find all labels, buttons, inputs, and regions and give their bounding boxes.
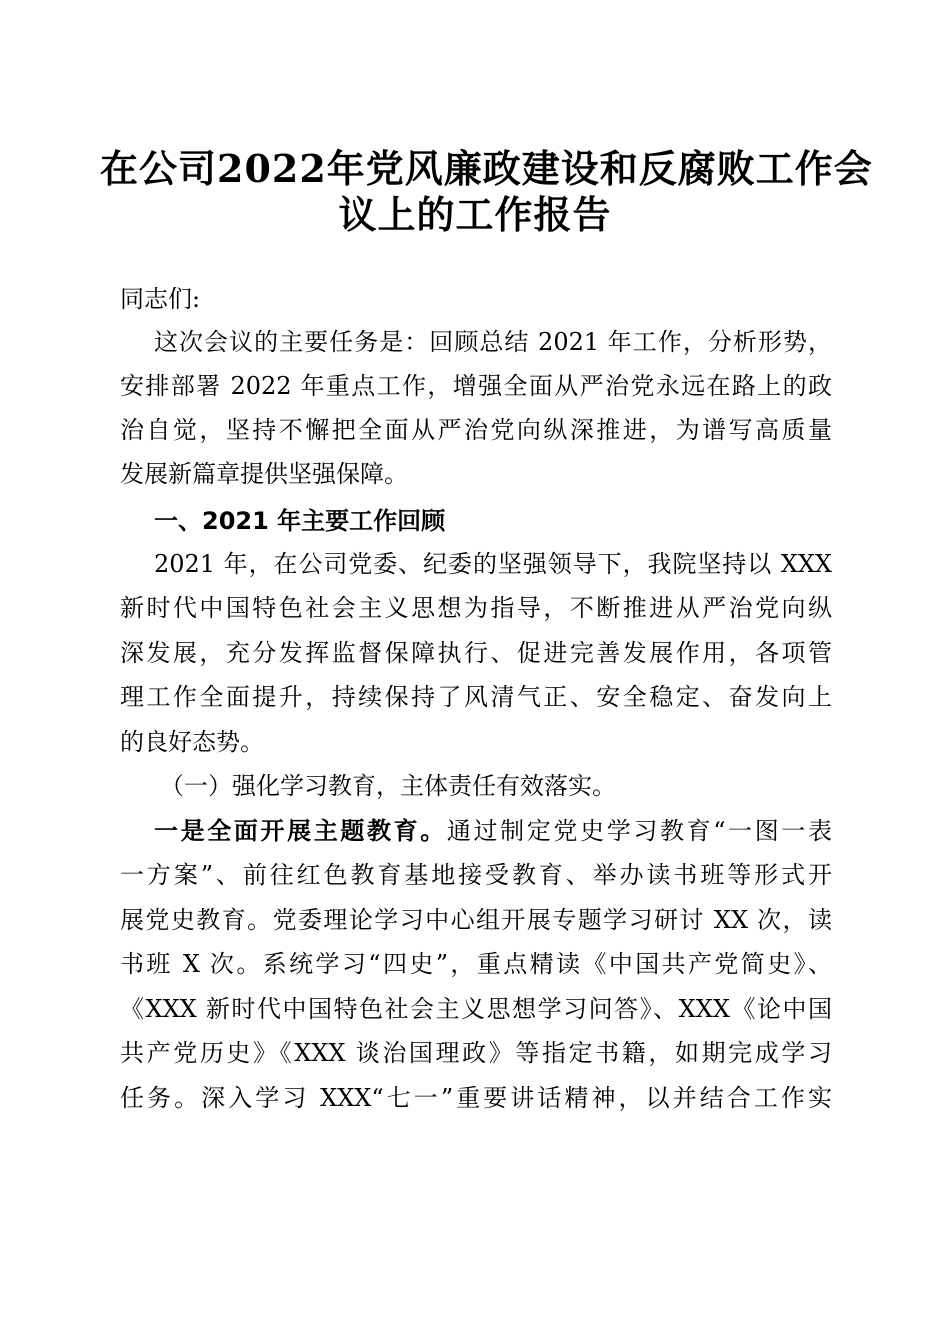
item1-line-2: 一方案”、前往红色教育基地接受教育、举办读书班等形式开: [120, 861, 832, 889]
item1-line-6: 共产党历史》《XXX 谈治国理政》等指定书籍，如期完成学习: [120, 1039, 832, 1067]
item1-line-7: 任务。深入学习 XXX“七一”重要讲话精神，以并结合工作实: [120, 1084, 832, 1112]
subsection-heading: （一）强化学习教育，主体责任有效落实。: [160, 772, 616, 800]
item1-line-5: 《XXX 新时代中国特色社会主义思想学习问答》、XXX《论中国: [120, 995, 832, 1023]
section-paragraph-line-2: 新时代中国特色社会主义思想为指导，不断推进从严治党向纵: [120, 594, 832, 622]
intro-line-4: 发展新篇章提供坚强保障。: [120, 460, 408, 488]
salutation: 同志们:: [120, 285, 201, 313]
intro-line-3: 治自觉，坚持不懈把全面从严治党向纵深推进，为谱写高质量: [120, 416, 832, 444]
document-title-line-1: 在公司2022年党风廉政建设和反腐败工作会: [100, 146, 873, 191]
item1-line-3: 展党史教育。党委理论学习中心组开展专题学习研讨 XX 次，读: [120, 906, 832, 934]
item1-lead: 一是全面开展主题教育。: [154, 816, 447, 845]
section-paragraph-line-3: 深发展，充分发挥监督保障执行、促进完善发展作用，各项管: [120, 639, 832, 667]
intro-line-1: 这次会议的主要任务是：回顾总结 2021 年工作，分析形势，: [154, 328, 832, 356]
section-paragraph-line-4: 理工作全面提升，持续保持了风清气正、安全稳定、奋发向上: [120, 683, 832, 711]
item1-first-line-rest: 通过制定党史学习教育“一图一表: [446, 817, 832, 845]
item1-line-4: 书班 X 次。系统学习“四史”，重点精读《中国共产党简史》、: [120, 950, 832, 978]
section-heading: 一、2021 年主要工作回顾: [154, 507, 446, 535]
intro-line-2: 安排部署 2022 年重点工作，增强全面从严治党永远在路上的政: [120, 372, 832, 400]
document-title-line-2: 议上的工作报告: [338, 192, 612, 237]
section-paragraph-line-1: 2021 年，在公司党委、纪委的坚强领导下，我院坚持以 XXX: [154, 550, 832, 578]
item1-line-1: [154, 816, 832, 846]
section-paragraph-line-5: 的良好态势。: [120, 728, 264, 756]
